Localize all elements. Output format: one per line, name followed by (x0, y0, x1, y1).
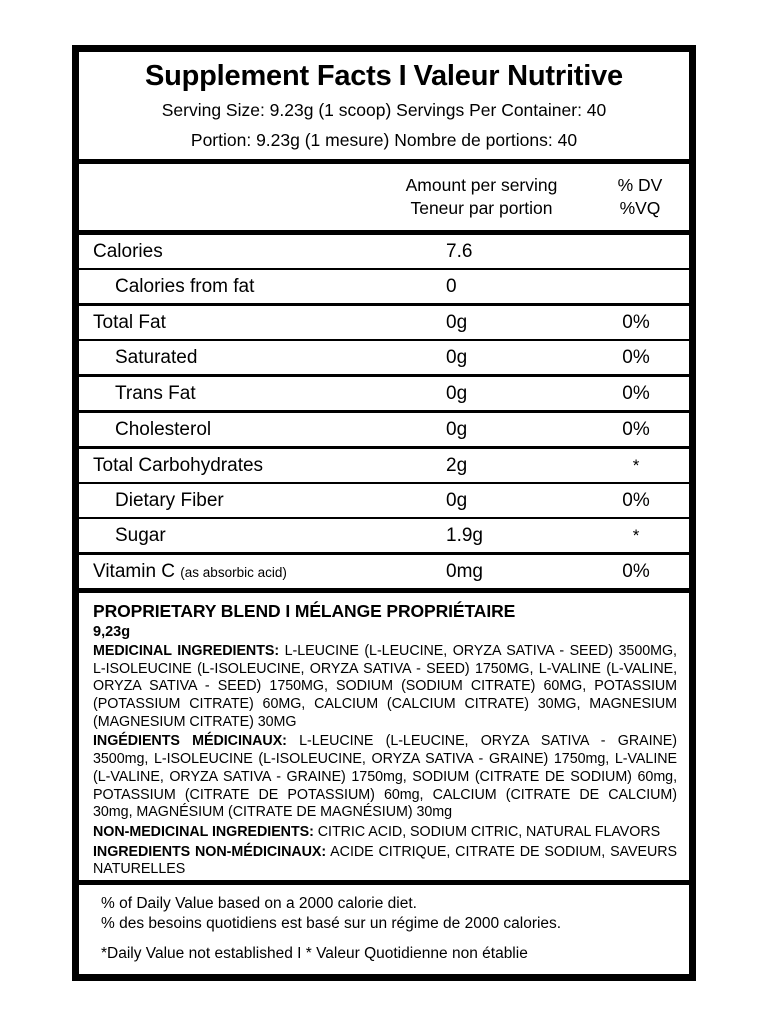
nutrient-name: Saturated (79, 340, 374, 376)
nonmedicinal-ingredients-french-text: ACIDE CITRIQUE, CITRATE DE SODIUM, SAVEURS NATURELLES (93, 843, 677, 878)
nutrient-name: Total Carbohydrates (79, 448, 374, 484)
nonmedicinal-ingredients-english-label: NON-MEDICINAL INGREDIENTS: (93, 823, 314, 840)
label-footer (79, 880, 689, 974)
table-header-row (79, 164, 691, 233)
medicinal-ingredients-english (93, 643, 677, 732)
proprietary-blend-amount: 9,23g (93, 623, 131, 640)
nutrient-name-text: Vitamin C (93, 560, 176, 582)
table-row (79, 305, 691, 341)
nutrient-name: Calories (79, 233, 374, 270)
header-amount-english: Amount per serving (405, 174, 558, 195)
nutrient-daily-value: * (589, 448, 691, 484)
nutrient-name (79, 554, 374, 589)
supplement-facts-label (72, 45, 696, 981)
nutrient-daily-value: 0% (589, 376, 691, 412)
serving-size-french: Portion: 9.23g (1 mesure) Nombre de portions: 40 (190, 130, 578, 151)
medicinal-ingredients-french (93, 733, 677, 822)
nutrient-daily-value: 0% (589, 305, 691, 341)
table-row (79, 340, 691, 376)
table-row (79, 554, 691, 589)
title-french: Valeur Nutritive (413, 60, 623, 92)
nutrient-name: Trans Fat (79, 376, 374, 412)
table-row (79, 483, 691, 518)
star-footnote: *Daily Value not established I * Valeur Quotidienne non établie (101, 945, 528, 963)
nutrition-table (79, 164, 691, 588)
nutrient-amount: 0 (374, 269, 589, 305)
medicinal-ingredients-english-text: L-LEUCINE (L-LEUCINE, ORYZA SATIVA - SEED) 3500MG, L-ISOLEUCINE (L-ISOLEUCINE, ORYZA SATIVA - SEED) 1750MG, L-VALINE (L-VALINE, ORYZA SATIVA - SEED) 1750MG, SODIUM (SODIUM CITRATE) 60MG, POTASSIUM (POTASSIUM CITRATE) 60MG, CALCIUM (CALCIUM CITRATE) 30MG, MAGNESIUM (MAGNESIUM CITRATE) 30MG (93, 642, 677, 730)
nutrient-name: Sugar (79, 518, 374, 554)
header-amount-french: Teneur par portion (410, 198, 553, 219)
nutrient-amount: 7.6 (374, 233, 589, 270)
table-row (79, 269, 691, 305)
nutrient-daily-value: 0% (589, 483, 691, 518)
title-english: Supplement Facts (145, 60, 392, 92)
table-row (79, 233, 691, 270)
nutrient-name: Calories from fat (79, 269, 374, 305)
nutrient-daily-value: 0% (589, 412, 691, 448)
table-row (79, 412, 691, 448)
table-row (79, 376, 691, 412)
header-spacer (79, 164, 374, 233)
medicinal-ingredients-english-label: MEDICINAL INGREDIENTS: (93, 642, 280, 659)
medicinal-ingredients-french-text: L-LEUCINE (L-LEUCINE, ORYZA SATIVA - GRAINE) 3500mg, L-ISOLEUCINE (L-ISOLEUCINE, ORYZA SATIVA - GRAINE) 1750mg, L-VALINE (L-VALINE, ORYZA SATIVA - GRAINE) 1750mg, SODIUM (CITRATE DE SODIUM) 60mg, POTASSIUM (CITRATE DE POTASSIUM) 60mg, CALCIUM (CITRATE DE CALCIUM) 30mg, MAGNÉSIUM (CITRATE DE MAGNÉSIUM) 30mg (93, 733, 677, 821)
header-amount (374, 164, 589, 233)
serving-size-english: Serving Size: 9.23g (1 scoop) Servings Per Container: 40 (161, 100, 607, 121)
table-row (79, 518, 691, 554)
nonmedicinal-ingredients-english-text: CITRIC ACID, SODIUM CITRIC, NATURAL FLAVORS (313, 823, 661, 840)
page-title (85, 60, 683, 93)
header-daily-value (589, 164, 691, 233)
nutrient-name: Total Fat (79, 305, 374, 341)
nutrient-amount: 2g (374, 448, 589, 484)
nutrient-name: Dietary Fiber (79, 483, 374, 518)
header-dv-english: % DV (617, 174, 663, 195)
nonmedicinal-ingredients-french-label: INGREDIENTS NON-MÉDICINAUX: (93, 843, 327, 860)
nutrient-daily-value: * (589, 518, 691, 554)
table-row (79, 448, 691, 484)
label-header (79, 52, 689, 164)
nutrient-daily-value: 0% (589, 554, 691, 589)
daily-value-note-french: % des besoins quotidiens est basé sur un régime de 2000 calories. (101, 915, 562, 933)
medicinal-ingredients-french-label: INGÉDIENTS MÉDICINAUX: (93, 733, 287, 750)
nutrient-daily-value (589, 269, 691, 305)
nonmedicinal-ingredients-english (93, 824, 677, 842)
daily-value-note-english: % of Daily Value based on a 2000 calorie diet. (101, 894, 417, 912)
nutrient-name-note: (as absorbic acid) (180, 564, 287, 580)
nutrient-amount: 0g (374, 376, 589, 412)
nutrient-amount: 0g (374, 340, 589, 376)
nutrient-daily-value: 0% (589, 340, 691, 376)
nonmedicinal-ingredients-french (93, 844, 677, 879)
nutrient-amount: 1.9g (374, 518, 589, 554)
ingredients-section (79, 588, 689, 880)
nutrient-amount: 0g (374, 305, 589, 341)
nutrient-name: Cholesterol (79, 412, 374, 448)
nutrient-amount: 0mg (374, 554, 589, 589)
title-separator: I (398, 60, 407, 92)
header-dv-french: %VQ (619, 198, 661, 219)
nutrient-amount: 0g (374, 412, 589, 448)
nutrient-daily-value (589, 233, 691, 270)
proprietary-blend-title: PROPRIETARY BLEND I MÉLANGE PROPRIÉTAIRE (93, 601, 516, 622)
nutrient-amount: 0g (374, 483, 589, 518)
